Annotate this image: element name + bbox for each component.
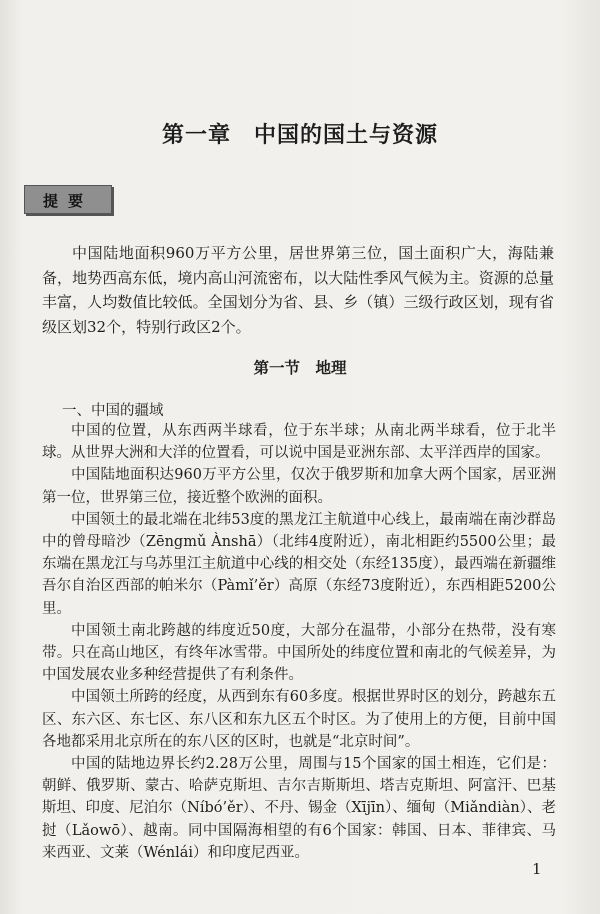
paragraph: 中国领土的最北端在北纬53度的黑龙江主航道中心线上，最南端在南沙群岛中的曾母暗沙（Zēngmǔ Ànshā）（北纬4度附近），南北相距约5500公里；最东端在黑龙江与乌苏里江主航道中心线的相交处（东经135度），最西端在新疆维吾尔自治区西部的帕米尔（Pàmǐ’ěr）高原（东经73度附近），东西相距5200公里。: [42, 511, 556, 617]
body-text: [42, 420, 556, 864]
paragraph: 中国的位置，从东西两半球看，位于东半球；从南北两半球看，位于北半球。从世界大洲和大洋的位置看，可以说中国是亚洲东部、太平洋西岸的国家。: [42, 423, 556, 462]
summary-label: 提要: [42, 192, 93, 210]
paragraph: 中国领土所跨的经度，从西到东有60多度。根据世界时区的划分，跨越东五区、东六区、东七区、东八区和东九区五个时区。为了使用上的方便，目前中国各地都采用北京所在的东八区的区时，也就是“北京时间”。: [42, 689, 556, 750]
summary-label-box: [24, 185, 112, 214]
page-number: 1: [532, 860, 542, 878]
paragraph: 中国领土南北跨越的纬度近50度，大部分在温带，小部分在热带，没有寒带。只在高山地区，有终年冰雪带。中国所处的纬度位置和南北的气候差异，为中国发展农业多种经营提供了有利条件。: [42, 622, 556, 684]
subheading: 一、中国的疆域: [62, 403, 164, 419]
paragraph: 中国的陆地边界长约2.28万公里，周围与15个国家的国土相连，它们是：朝鲜、俄罗斯、蒙古、哈萨克斯坦、吉尔吉斯斯坦、塔吉克斯坦、阿富汗、巴基斯坦、印度、尼泊尔（Níbó’ěr）、不丹、锡金（Xījīn）、缅甸（Miǎndiàn）、老挝（Lǎowō）、越南。同中国隔海相望的有6个国家：韩国、日本、菲律宾、马来西亚、文莱（Wénlái）和印度尼西亚。: [42, 756, 556, 861]
summary-paragraph: 中国陆地面积960万平方公里，居世界第三位，国土面积广大，海陆兼备，地势西高东低，境内高山河流密布，以大陆性季风气候为主。资源的总量丰富，人均数值比较低。全国划分为省、县、乡（镇）三级行政区划，现有省级区划32个，特别行政区2个。: [42, 244, 554, 336]
paragraph: 中国陆地面积达960万平方公里，仅次于俄罗斯和加拿大两个国家，居亚洲第一位，世界第三位，接近整个欧洲的面积。: [42, 467, 556, 506]
chapter-title: 第一章 中国的国土与资源: [161, 122, 438, 148]
section-title: 第一节 地理: [253, 358, 347, 377]
